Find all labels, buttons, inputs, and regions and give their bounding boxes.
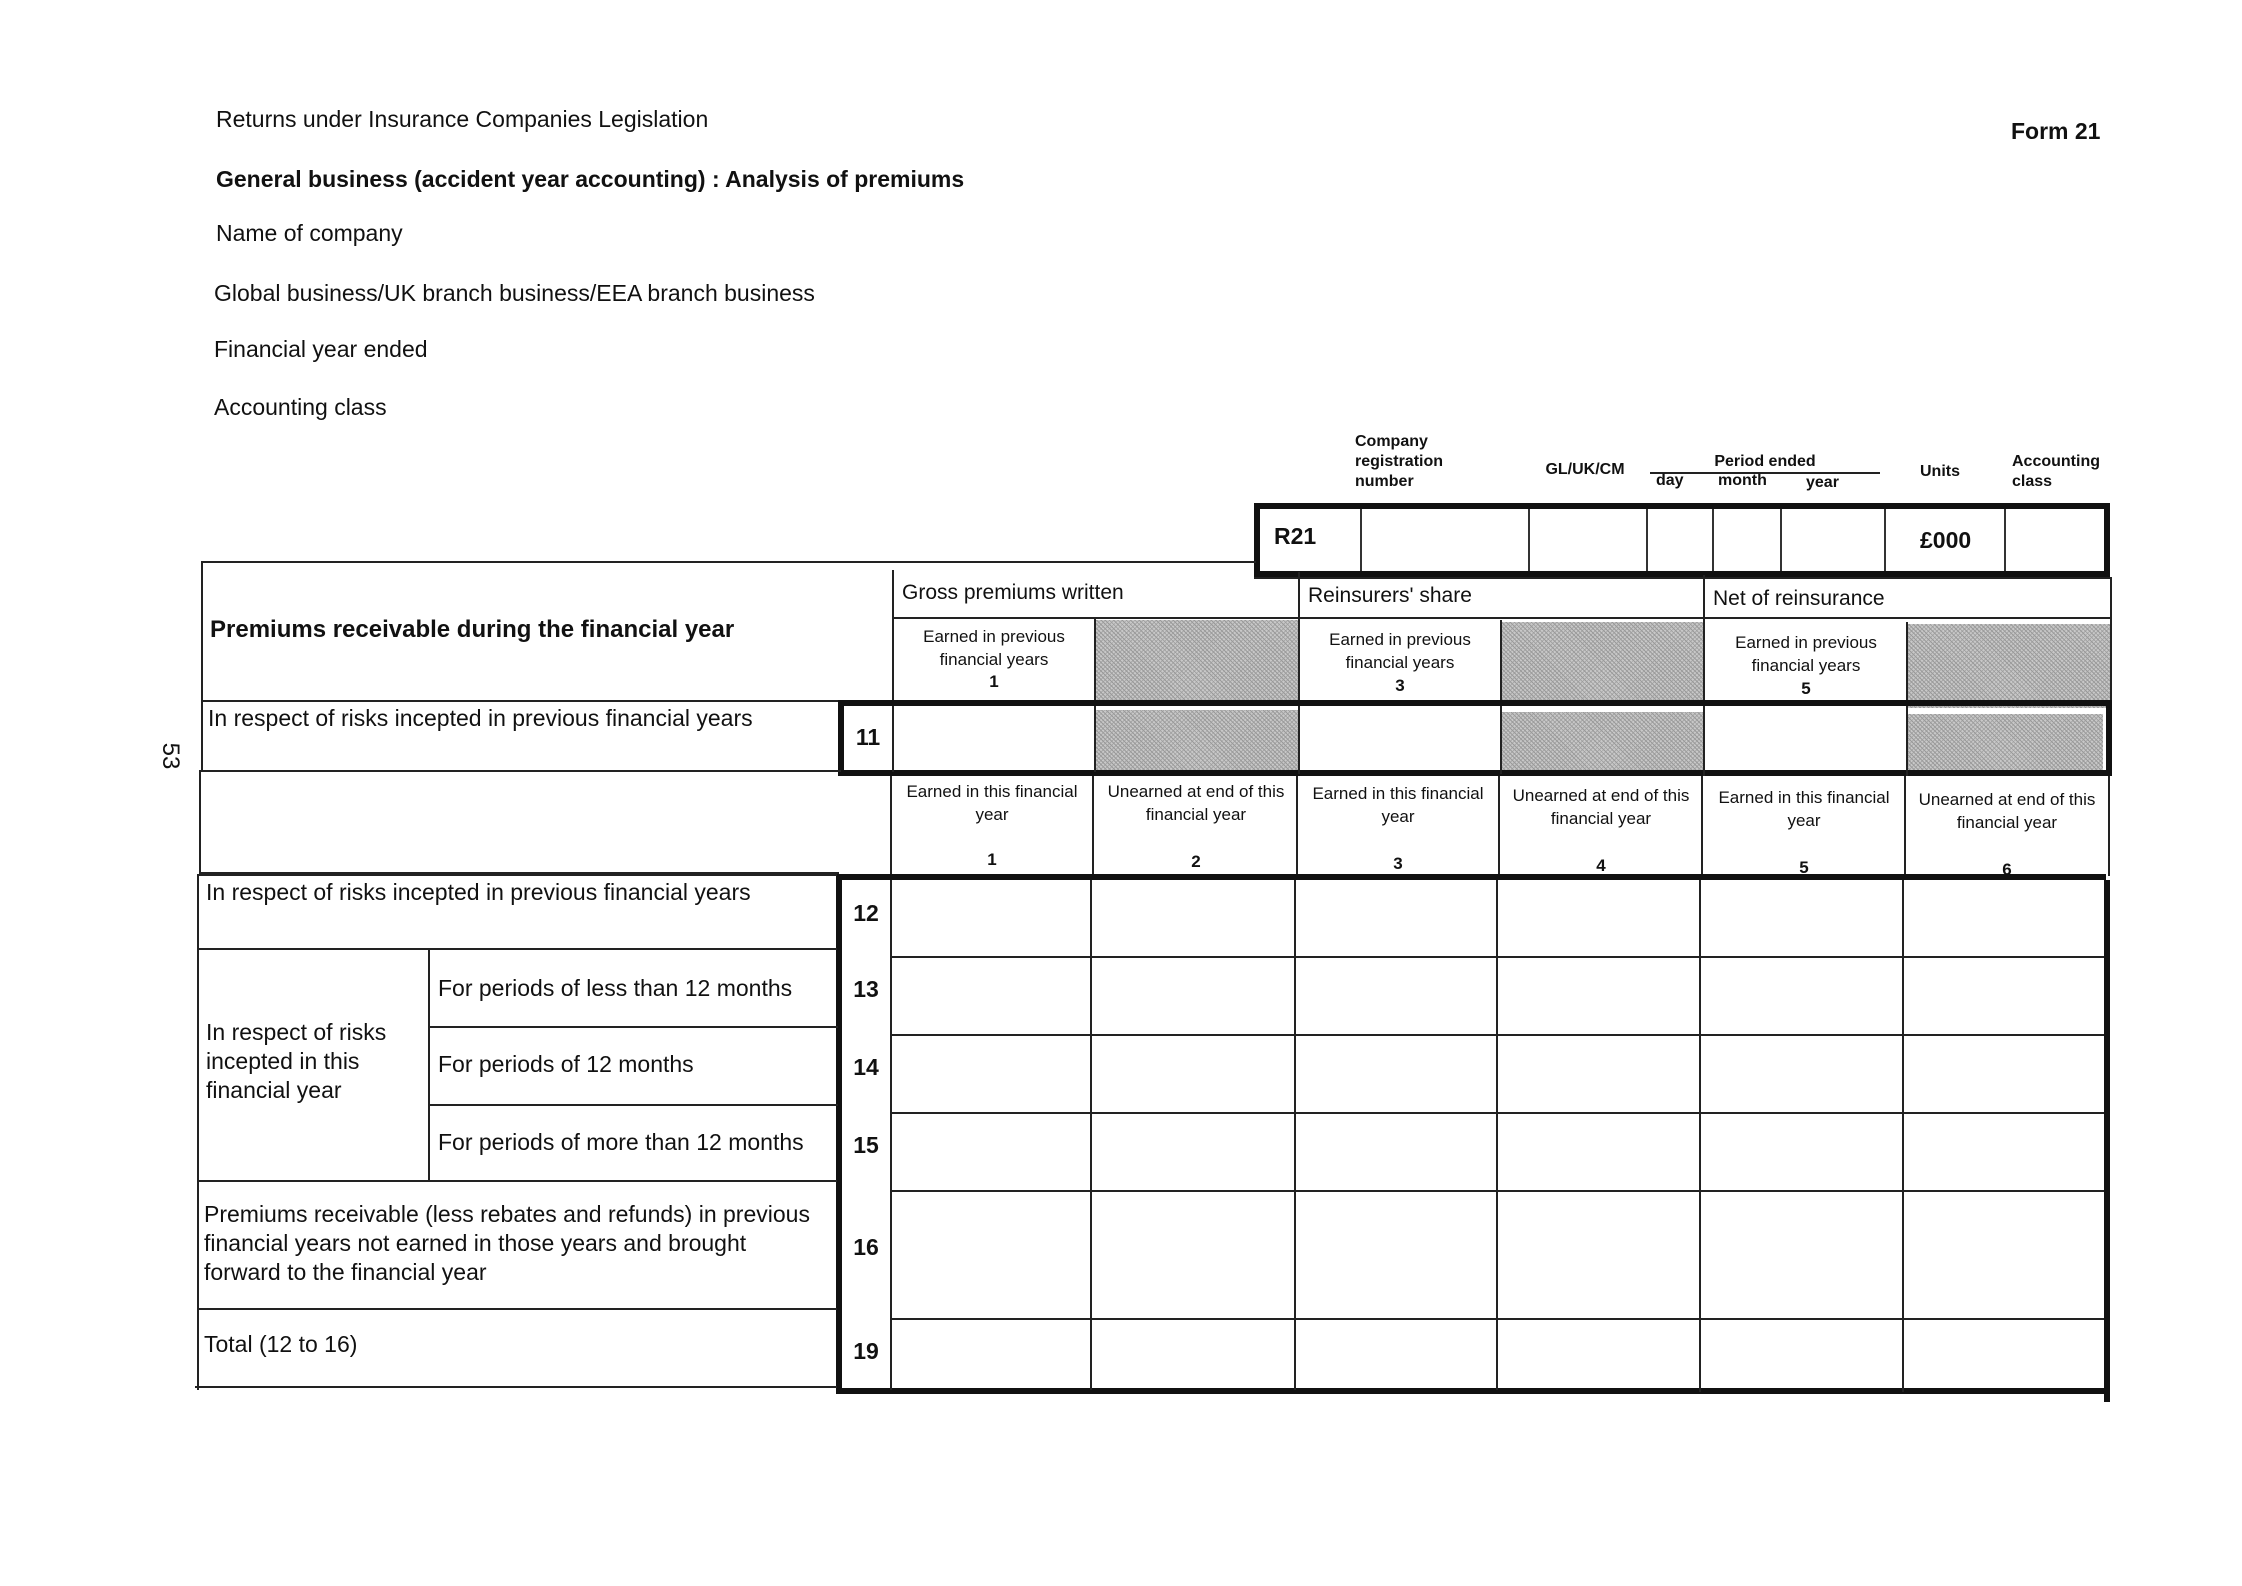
- col-3-number: 3: [1393, 854, 1403, 873]
- col-4-header: Unearned at end of this financial year: [1512, 786, 1690, 828]
- shaded-cell-net-11: [1907, 714, 2103, 776]
- col-5-header: Earned in this financial year: [1718, 788, 1890, 830]
- row-14-number: 14: [853, 1054, 879, 1080]
- row-14-label: For periods of 12 months: [438, 1051, 694, 1077]
- input-r11-c1[interactable]: [894, 706, 1092, 770]
- input-r11-c5[interactable]: [1705, 710, 1904, 774]
- units-label: Units: [1920, 463, 1960, 480]
- reinsurers-earned-previous-header: Earned in previous financial years: [1329, 630, 1471, 672]
- col-3-header: Earned in this financial year: [1312, 784, 1484, 826]
- reinsurers-earned-previous-col-number: 3: [1395, 676, 1405, 695]
- business-scope-label: Global business/UK branch business/EEA branch business: [214, 280, 815, 306]
- shaded-cell-gross-header: [1095, 620, 1298, 704]
- col-1-header: Earned in this financial year: [906, 782, 1078, 824]
- form-number: Form 21: [2011, 118, 2101, 144]
- col-5-number: 5: [1799, 858, 1809, 877]
- col-2-header: Unearned at end of this financial year: [1107, 782, 1285, 824]
- row-12-number: 12: [853, 900, 879, 926]
- accounting-class-meta-label: Accounting class: [2012, 453, 2100, 490]
- gross-earned-previous-col-number: 1: [989, 672, 999, 691]
- net-earned-previous-header: Earned in previous financial years: [1735, 633, 1877, 675]
- col-1-number: 1: [987, 850, 997, 869]
- row-11-label: In respect of risks incepted in previous financial years: [208, 705, 753, 731]
- period-day-label: day: [1656, 472, 1684, 489]
- period-year-label: year: [1806, 474, 1839, 491]
- group-gross-premiums-written: Gross premiums written: [902, 581, 1124, 604]
- shaded-cell-reinsurers-11: [1500, 712, 1703, 774]
- row-11-number: 11: [855, 724, 881, 750]
- this-year-group-label: In respect of risks incepted in this financial year: [206, 1019, 387, 1103]
- shaded-cell-gross-11: [1095, 710, 1298, 772]
- row-19-label: Total (12 to 16): [204, 1331, 358, 1357]
- input-r11-c3[interactable]: [1300, 708, 1498, 772]
- section-title: Premiums receivable during the financial year: [210, 616, 735, 643]
- gross-earned-previous-header: Earned in previous financial years: [923, 627, 1065, 669]
- row-15-label: For periods of more than 12 months: [438, 1129, 804, 1155]
- legislation-heading: Returns under Insurance Companies Legislation: [216, 106, 709, 132]
- row-16-number: 16: [853, 1234, 879, 1260]
- name-of-company-label: Name of company: [216, 220, 403, 246]
- units-value: £000: [1920, 527, 1972, 553]
- col-2-number: 2: [1191, 852, 1201, 871]
- row-15-number: 15: [853, 1132, 879, 1158]
- period-ended-label: Period ended: [1714, 453, 1816, 470]
- accounting-class-label: Accounting class: [214, 394, 387, 420]
- row-13-label: For periods of less than 12 months: [438, 975, 793, 1001]
- row-19-number: 19: [853, 1338, 879, 1364]
- col-6-number: 6: [2002, 860, 2012, 879]
- company-registration-number-label: Company registration number: [1355, 433, 1444, 490]
- group-net-of-reinsurance: Net of reinsurance: [1713, 587, 1885, 610]
- shaded-cell-net-header: [1907, 624, 2111, 708]
- row-12-label: In respect of risks incepted in previous financial years: [206, 879, 751, 905]
- financial-year-ended-label: Financial year ended: [214, 336, 428, 362]
- group-reinsurers-share: Reinsurers' share: [1308, 584, 1472, 607]
- col-6-header: Unearned at end of this financial year: [1918, 790, 2096, 832]
- page-number: 53: [157, 742, 184, 770]
- row-13-number: 13: [853, 976, 879, 1002]
- form-code: R21: [1274, 523, 1317, 549]
- gl-uk-cm-label: GL/UK/CM: [1545, 461, 1625, 478]
- col-4-number: 4: [1596, 856, 1606, 875]
- net-earned-previous-col-number: 5: [1801, 679, 1811, 698]
- row-16-label: Premiums receivable (less rebates and refunds) in previous financial years not earned in those years and brought forward to the financial year: [204, 1201, 810, 1285]
- form-title: General business (accident year accounting) : Analysis of premiums: [216, 166, 965, 192]
- period-month-label: month: [1718, 472, 1767, 489]
- shaded-cell-reinsurers-header: [1500, 622, 1703, 706]
